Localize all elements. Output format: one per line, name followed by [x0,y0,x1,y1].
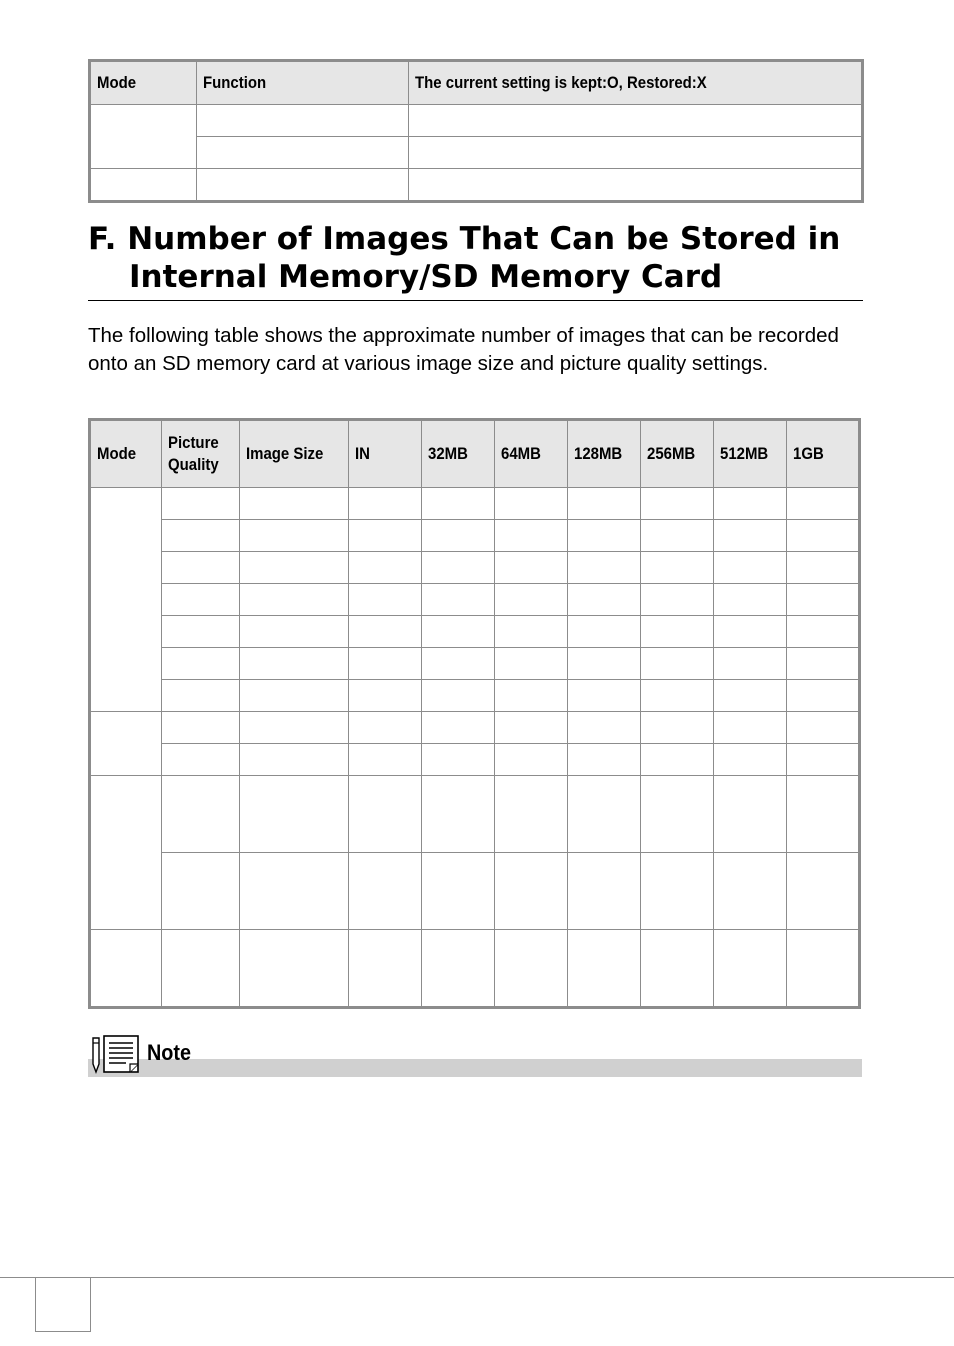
mode-cell [90,712,162,776]
table-row [90,137,863,169]
header-image-size: Image Size [240,420,349,488]
mode-cell [90,776,162,930]
note-bar [88,1059,862,1077]
header-picture-quality: Picture Quality [162,420,240,488]
heading-divider [88,300,863,301]
settings-header-row [90,61,863,105]
table-row [90,648,860,680]
table-row [90,552,860,584]
table-row [90,520,860,552]
mode-cell [90,169,197,202]
header-64mb: 64MB [495,420,568,488]
table-row [90,853,860,930]
function-cell [197,105,409,137]
note-pad-pencil-icon [90,1034,142,1076]
header-128mb: 128MB [568,420,641,488]
table-row [90,680,860,712]
page-number-box [35,1277,91,1332]
header-mode: Mode [90,61,197,105]
table-row [90,105,863,137]
table-row [90,776,860,853]
setting-cell [409,169,863,202]
header-256mb: 256MB [641,420,714,488]
header-mode: Mode [90,420,162,488]
footer-divider [0,1277,954,1278]
setting-cell [409,105,863,137]
header-function: Function [197,61,409,105]
section-title [88,220,863,296]
mode-cell [90,930,162,1008]
table-row [90,616,860,648]
setting-cell [409,137,863,169]
function-cell [197,137,409,169]
header-1gb: 1GB [787,420,860,488]
images-header-row [90,420,860,488]
image-capacity-table [88,418,861,1009]
header-32mb: 32MB [422,420,495,488]
table-row [90,169,863,202]
table-row [90,488,860,520]
table-row [90,712,860,744]
intro-paragraph: The following table shows the approximate number of images that can be recorded onto an SD memory card at various image size and picture quality settings. [88,324,839,375]
note-label: Note [147,1040,192,1065]
table-row [90,584,860,616]
header-512mb: 512MB [714,420,787,488]
section-title-line-1: F. Number of Images That Can be Stored in [88,221,841,257]
settings-table [88,59,864,203]
header-internal: IN [349,420,422,488]
mode-cell [90,105,197,169]
table-row [90,744,860,776]
header-setting-kept: The current setting is kept:O, Restored:X [409,61,863,105]
function-cell [197,169,409,202]
table-row [90,930,860,1008]
mode-cell [90,488,162,712]
section-title-line-2: Internal Memory/SD Memory Card [129,259,723,295]
